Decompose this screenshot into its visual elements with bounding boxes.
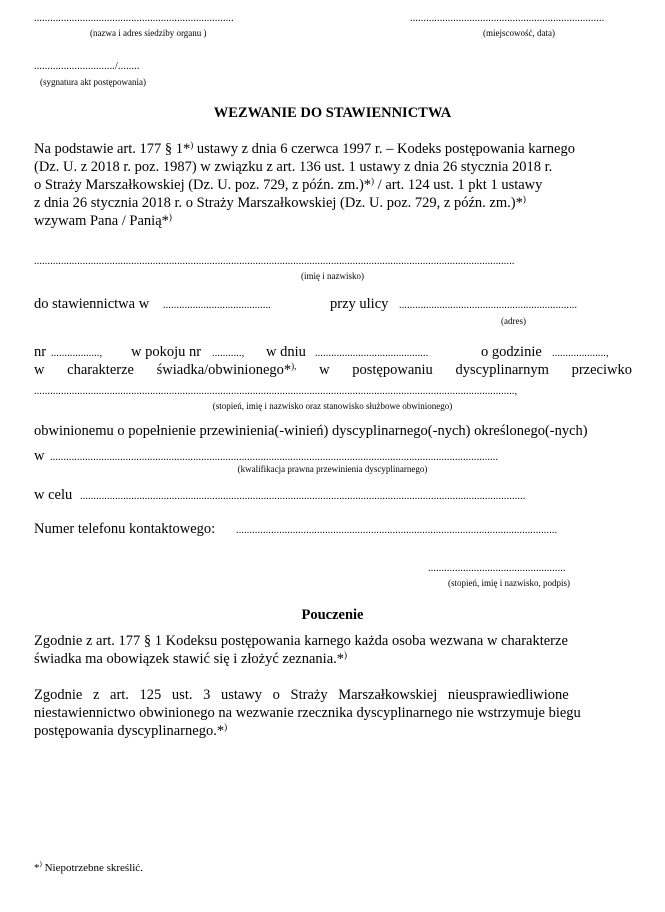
organ-name-field[interactable]: .......................................................................... (34, 13, 234, 24)
room-label: w pokoju nr (131, 344, 202, 360)
intro-line-3: o Straży Marszałkowskiej (Dz. U. poz. 729, z późn. zm.)*) / art. 124 ust. 1 pkt 1 ustawy (34, 176, 543, 193)
intro-line-1: Na podstawie art. 177 § 1*) ustawy z dnia 6 czerwca 1997 r. – Kodeks postępowania karnego (34, 140, 575, 157)
summons-place-field[interactable]: ........................................ (163, 300, 271, 311)
room-field[interactable]: ..........., (212, 348, 245, 359)
instruction-p2-line3: postępowania dyscyplinarnego.*) (34, 722, 228, 739)
place-date-caption: (miejscowość, data) (483, 28, 555, 38)
accused-caption: (stopień, imię i nazwisko oraz stanowisko służbowe obwinionego) (212, 401, 453, 411)
instruction-heading: Pouczenie (301, 607, 364, 623)
place-date-field[interactable]: ........................................................................ (410, 13, 605, 24)
day-label: w dniu (266, 344, 306, 360)
hour-label: o godzinie (481, 344, 542, 360)
purpose-field[interactable]: ..................................................................................................................................................................... (80, 491, 526, 502)
street-field[interactable]: .................................................................. (399, 300, 578, 311)
purpose-label: w celu (34, 487, 73, 503)
signature-caption: (stopień, imię i nazwisko, podpis) (448, 578, 570, 588)
document-title: WEZWANIE DO STAWIENNICTWA (213, 105, 452, 121)
role-option[interactable]: świadka/obwinionego*), (156, 361, 297, 378)
case-signature-field[interactable]: ............................../........ (34, 61, 140, 72)
organ-name-caption: (nazwa i adres siedziby organu ) (90, 28, 207, 38)
phone-label: Numer telefonu kontaktowego: (34, 521, 216, 537)
summons-prefix: do stawiennictwa w (34, 296, 150, 312)
role-line: w charakterze świadka/obwinionego*), w postępowaniu dyscyplinarnym przeciwko (34, 361, 632, 378)
qualification-prefix: w (34, 448, 45, 464)
full-name-field[interactable]: .................................................................................................................................................................................. (34, 256, 515, 267)
nr-label: nr (34, 344, 47, 360)
offense-line: obwinionemu o popełnienie przewinienia(-winień) dyscyplinarnego(-nych) określonego(-nych) (34, 423, 588, 439)
instruction-p2-line2: niestawiennictwo obwinionego na wezwanie rzecznika dyscyplinarnego nie wstrzymuje biegu (34, 705, 581, 721)
footnote: *) Niepotrzebne skreślić. (34, 860, 143, 874)
nr-field[interactable]: .................., (51, 348, 103, 359)
instruction-p1-line2: świadka ma obowiązek stawić się i złożyć zeznania.*) (34, 650, 348, 667)
phone-field[interactable]: ....................................................................................................................... (236, 525, 558, 536)
full-name-caption: (imię i nazwisko) (301, 271, 364, 281)
street-label: przy ulicy (330, 296, 389, 312)
instruction-p1-line1: Zgodnie z art. 177 § 1 Kodeksu postępowania karnego każda osoba wezwana w charakterze (34, 633, 568, 649)
day-field[interactable]: .......................................... (315, 348, 429, 359)
qualification-field[interactable]: ...................................................................................................................................................................... (50, 452, 499, 463)
accused-field[interactable]: .................................................................................................................................................................................., (34, 386, 518, 397)
instruction-p2-line1: Zgodnie z art. 125 ust. 3 ustawy o Straży Marszałkowskiej nieusprawiedliwione (34, 687, 569, 703)
qualification-caption: (kwalifikacja prawna przewinienia dyscyplinarnego) (237, 464, 428, 474)
intro-line-5: wzywam Pana / Panią*) (34, 212, 172, 229)
case-signature-caption: (sygnatura akt postępowania) (40, 77, 146, 87)
hour-field[interactable]: ...................., (552, 348, 609, 359)
intro-line-2: (Dz. U. z 2018 r. poz. 1987) w związku z art. 136 ust. 1 ustawy z dnia 26 stycznia 2018 r. (34, 159, 553, 175)
address-caption: (adres) (501, 316, 526, 326)
intro-line-4: z dnia 26 stycznia 2018 r. o Straży Marszałkowskiej (Dz. U. poz. 729, z późn. zm.)*) (34, 194, 526, 211)
signature-field[interactable]: ................................................... (428, 563, 566, 574)
